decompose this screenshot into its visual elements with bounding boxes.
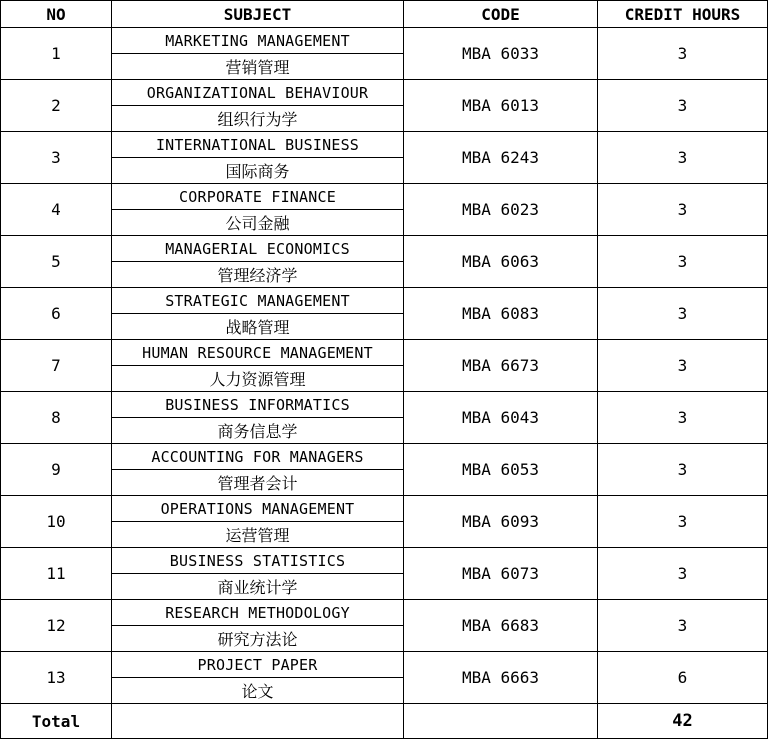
course-code: MBA 6013 [404, 80, 598, 132]
course-code: MBA 6683 [404, 600, 598, 652]
subject-chinese: 组织行为学 [112, 106, 404, 132]
course-no: 5 [1, 236, 112, 288]
course-row [1, 548, 768, 574]
subject-chinese: 营销管理 [112, 54, 404, 80]
course-row [1, 132, 768, 158]
subject-chinese: 公司金融 [112, 210, 404, 236]
subject-english: STRATEGIC MANAGEMENT [112, 288, 404, 314]
course-code: MBA 6063 [404, 236, 598, 288]
subject-english: ORGANIZATIONAL BEHAVIOUR [112, 80, 404, 106]
subject-english: HUMAN RESOURCE MANAGEMENT [112, 340, 404, 366]
credit-hours: 3 [598, 340, 768, 392]
header-row [1, 1, 768, 28]
course-code: MBA 6033 [404, 28, 598, 80]
course-no: 8 [1, 392, 112, 444]
course-row [1, 444, 768, 470]
total-credits: 42 [598, 704, 768, 739]
credit-hours: 3 [598, 80, 768, 132]
credit-hours: 3 [598, 236, 768, 288]
subject-english: RESEARCH METHODOLOGY [112, 600, 404, 626]
subject-chinese: 运营管理 [112, 522, 404, 548]
course-no: 10 [1, 496, 112, 548]
total-row [1, 704, 768, 739]
subject-english: MANAGERIAL ECONOMICS [112, 236, 404, 262]
subject-english: PROJECT PAPER [112, 652, 404, 678]
subject-chinese: 人力资源管理 [112, 366, 404, 392]
subject-chinese: 论文 [112, 678, 404, 704]
course-row [1, 600, 768, 626]
course-code: MBA 6043 [404, 392, 598, 444]
course-row [1, 340, 768, 366]
course-no: 3 [1, 132, 112, 184]
subject-english: BUSINESS INFORMATICS [112, 392, 404, 418]
header-code: CODE [404, 1, 598, 28]
subject-chinese: 管理经济学 [112, 262, 404, 288]
credit-hours: 3 [598, 132, 768, 184]
course-no: 9 [1, 444, 112, 496]
subject-chinese: 战略管理 [112, 314, 404, 340]
course-code: MBA 6093 [404, 496, 598, 548]
course-code: MBA 6243 [404, 132, 598, 184]
course-row [1, 236, 768, 262]
header-no: NO [1, 1, 112, 28]
subject-english: OPERATIONS MANAGEMENT [112, 496, 404, 522]
total-subject [112, 704, 404, 739]
course-row [1, 184, 768, 210]
credit-hours: 3 [598, 600, 768, 652]
credit-hours: 3 [598, 548, 768, 600]
credit-hours: 3 [598, 444, 768, 496]
course-row [1, 652, 768, 678]
credit-hours: 6 [598, 652, 768, 704]
subject-english: MARKETING MANAGEMENT [112, 28, 404, 54]
course-code: MBA 6673 [404, 340, 598, 392]
credit-hours: 3 [598, 288, 768, 340]
subject-english: CORPORATE FINANCE [112, 184, 404, 210]
credit-hours: 3 [598, 496, 768, 548]
course-no: 13 [1, 652, 112, 704]
subject-chinese: 商务信息学 [112, 418, 404, 444]
course-row [1, 80, 768, 106]
credit-hours: 3 [598, 392, 768, 444]
course-no: 4 [1, 184, 112, 236]
subject-chinese: 管理者会计 [112, 470, 404, 496]
subject-chinese: 国际商务 [112, 158, 404, 184]
course-code: MBA 6083 [404, 288, 598, 340]
subject-chinese: 商业统计学 [112, 574, 404, 600]
subject-english: ACCOUNTING FOR MANAGERS [112, 444, 404, 470]
course-no: 1 [1, 28, 112, 80]
course-row [1, 28, 768, 54]
total-label: Total [1, 704, 112, 739]
total-code [404, 704, 598, 739]
subject-english: INTERNATIONAL BUSINESS [112, 132, 404, 158]
course-row [1, 288, 768, 314]
course-row [1, 496, 768, 522]
course-row [1, 392, 768, 418]
credit-hours: 3 [598, 184, 768, 236]
subject-english: BUSINESS STATISTICS [112, 548, 404, 574]
course-no: 2 [1, 80, 112, 132]
course-no: 7 [1, 340, 112, 392]
subject-chinese: 研究方法论 [112, 626, 404, 652]
course-no: 12 [1, 600, 112, 652]
course-no: 6 [1, 288, 112, 340]
course-code: MBA 6023 [404, 184, 598, 236]
course-no: 11 [1, 548, 112, 600]
course-body [1, 28, 768, 704]
header-credit-hours: CREDIT HOURS [598, 1, 768, 28]
course-code: MBA 6663 [404, 652, 598, 704]
credit-hours: 3 [598, 28, 768, 80]
course-code: MBA 6073 [404, 548, 598, 600]
header-subject: SUBJECT [112, 1, 404, 28]
course-code: MBA 6053 [404, 444, 598, 496]
